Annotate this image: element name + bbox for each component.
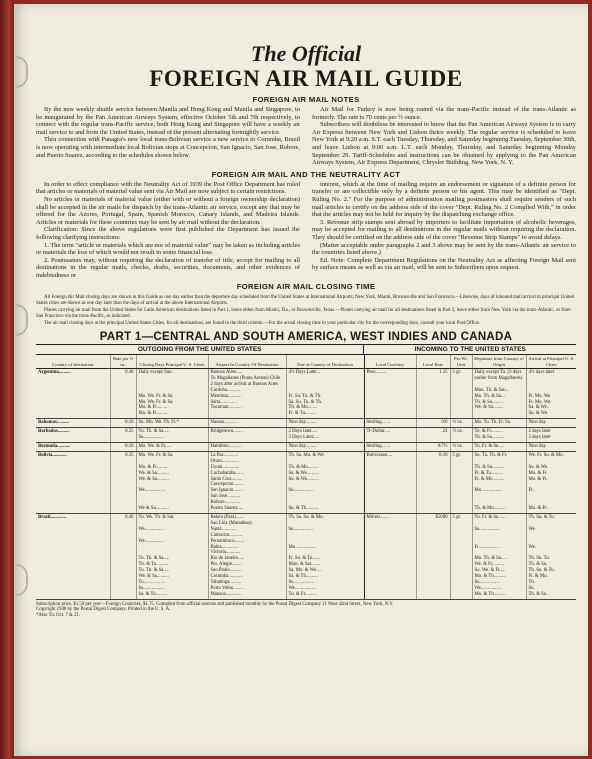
weight-unit-cell: ½ oz. xyxy=(450,443,472,452)
air-mail-schedule-table xyxy=(36,355,576,599)
part-title: PART 1—CENTRAL AND SOUTH AMERICA, WEST INDIES AND CANADA xyxy=(99,331,513,344)
rate-cell: 0.10 xyxy=(110,419,136,428)
weight-unit-cell: 5 gr. xyxy=(450,369,472,419)
binder-ring xyxy=(16,564,28,596)
closing-heading: FOREIGN AIR MAIL CLOSING TIME xyxy=(236,282,376,292)
departure-cell: Su. Tu. Th. & Fr. Th. & Su.......... Fr. & Tu.......... Fr. & Mo.......... Mo................. Th. & Mo.......... xyxy=(472,451,526,513)
paragraph: Subscribers will doubtless be interested to know that the Pan American Airways System is to carry Air Express between New York and Lisbon thrice weekly. The regular service is scheduled to leave New York at 9:20 a.m. S.T. each Tuesday, Thursday, and Saturday beginning Tuesday, September 30th, and leave Lisbon at 9:00 a.m. L.T. each Monday, Thursday, and Saturday beginning Monday September 29. Tariff-Schedules and instructions can be obtained by applying to the Pan American Airways System, Air Express Department, Chrysler Building, New York, N. Y. xyxy=(312,121,576,167)
column-header: Closing Days Principal U. S. Cities xyxy=(136,355,208,368)
local-rate-cell: 0/8 xyxy=(416,419,450,428)
weight-unit-cell: ½ oz. xyxy=(450,428,472,443)
binder-ring xyxy=(16,56,28,88)
paragraph: In order to effect compliance with the Neutrality Act of 1939 the Post Office Department has ruled that articles or materials of material value sent via Air Mail are now subject to certain restrictions. xyxy=(36,180,300,196)
currency-cell: Sterling....... xyxy=(364,443,416,452)
outgoing-heading: OUTGOING FROM THE UNITED STATES xyxy=(36,345,364,354)
arrival-cell: Th. Su. & Tu. We. We. Th. Su. Tu. Th. & Su. Th. Su. & Tu. Fr. & Mo. Th. Su. Th. & Su. xyxy=(526,513,576,599)
title-line-1: The Official xyxy=(250,41,362,66)
closing-days-cell: Mo. We. & Fr..... xyxy=(136,443,208,452)
local-rate-cell: $5000 xyxy=(416,513,450,599)
column-header: Local Currency xyxy=(364,355,416,368)
paragraph: Thru connection with Panagra's new local trans-Bolivian service a new service to Corumba, Brazil is now operating with intermediate local Bolivian stops at Concepcion, San Ignacio, San Jose, Robore, and Puerto Suarez, according to the schedules shown below. xyxy=(36,136,300,159)
paragraph: The air mail closing days at the principal United States Cities, for all destinations, are found in the third column.—For the actual closing time in your particular city for the corresponding days, consult your local Post Office. xyxy=(44,320,481,326)
currency-cell: Sterling....... xyxy=(364,419,416,428)
departure-cell: Mo. Tu. Th. Fr. Sa. xyxy=(472,419,526,428)
paragraph: Ed. Note: Complete Department Regulations on the Neutrality Act as affecting Foreign Mail sent by surface means as well as via air mail, will be sent to Subscribers upon request. xyxy=(312,256,576,272)
currency-cell: Tr-Dollar..... xyxy=(364,428,416,443)
neutrality-columns xyxy=(36,181,576,280)
table-row xyxy=(36,428,576,443)
due-cell: 2 Days later..... 3 Days Later..... xyxy=(286,428,364,443)
neutrality-right-column xyxy=(312,181,576,280)
closing-notes xyxy=(36,295,576,326)
departure-cell: Tu. Fr. & Su..... xyxy=(472,443,526,452)
page-content xyxy=(36,12,576,619)
column-header: Due at Country of Destination xyxy=(286,355,364,368)
page-footer xyxy=(36,602,576,619)
rate-cell: 0.10 xyxy=(110,443,136,452)
airport-cell: Buenos Aires..... To Magallanes (Punta Arenas) Chile 2 days after arrival at Buenos Aires Cordoba........... Mendoza........... Salta.............. Tucuman........... xyxy=(208,369,286,419)
paragraph: 2. Postmasters may, without requiring the declaration of transfer of title, accept for mailing to all destinations in the regular mails, checks, drafts, securities, documents, and other evidences of indebtedness or xyxy=(36,256,300,279)
local-rate-cell: .24 xyxy=(416,428,450,443)
weight-unit-cell: 5 gr. xyxy=(450,513,472,599)
notes-heading: FOREIGN AIR MAIL NOTES xyxy=(252,95,360,104)
closing-days-cell: Tu. Th. & Sa..... Su................. xyxy=(136,428,208,443)
notes-left-column xyxy=(36,106,300,167)
column-header: Per Wt. Unit xyxy=(450,355,472,368)
rate-cell: 0.25 xyxy=(110,428,136,443)
paragraph: 1. The term "article or materials which are nor of material value" may be taken as including articles or materials the loss of which would not result in some financial loss. xyxy=(36,241,300,257)
due-cell: Next day.......... xyxy=(286,419,364,428)
rate-cell: 0.40 xyxy=(110,369,136,419)
airport-cell: Belem (Para)....... Sao Luiz (Maranhao). Natal.............. Camocim........... Pernambuco........ Bahia.............. Victoria............ Rio de Janeiro..... Pto. Alegre........ Sao Paulo.......... Corumba............ Tabatinga.......... Porto Velho........ Manaos............. xyxy=(208,513,286,599)
table-row xyxy=(36,369,576,419)
weight-unit-cell: 5 gr. xyxy=(450,451,472,513)
currency-cell: Milreis........ xyxy=(364,513,416,599)
airport-cell: Nassau............ xyxy=(208,419,286,428)
rate-cell: 0.40 xyxy=(110,513,136,599)
column-header: Local Rate xyxy=(416,355,450,368)
airport-cell: Bridgetown........ xyxy=(208,428,286,443)
departure-cell: Daily except Tu. (3 days earlier from Magallanes) Mon. Th. & Sat... Mo. Th. & Sa.... Th. & Su......... We. & Sa......... xyxy=(472,369,526,419)
airport-cell: Hamilton........... xyxy=(208,443,286,452)
table-header-row xyxy=(36,355,576,368)
due-cell: Th. Sa. Mo. & We. Th. & Mo......... Sa. & We.......... Su. & We.......... Su................. Su. & Th.......... xyxy=(286,451,364,513)
closing-days-cell: Su. Mo. We. Th. Fr.* xyxy=(136,419,208,428)
local-rate-cell: 1.15 xyxy=(416,369,450,419)
neutrality-left-column xyxy=(36,181,300,280)
closing-days-cell: Daily except Sun. Mo. We. Fr. & Sa. Mo. We. Fr. & Sa. Mo. & Fr......... Mo. & Fr......... xyxy=(136,369,208,419)
arrival-cell: 4½ days later Fr. Mo. We. Fr. Mo. We. Sa. & We. Su. & We. xyxy=(526,369,576,419)
currency-cell: Peso......... xyxy=(364,369,416,419)
paragraph: Air Mail for Turkey is now being routed via the trans-Pacific instead of the trans-Atlantic as formerly. The rate is 70 cents per ½ ounce. xyxy=(312,106,576,121)
table-row xyxy=(36,513,576,599)
paragraph: By the new weekly shuttle service between Manila and Hong Kong and Manila and Singapore, to be inaugurated by the Pan American Airways System, effective October 5th and 7th respectively, to connect with the regular trans-Pacific service, both Hong Kong and Singapore will have a weekly air mail service to and from the United States, instead of the present alternating fortnightly service. xyxy=(36,106,300,136)
table-row xyxy=(36,451,576,513)
notes-right-column xyxy=(312,106,576,167)
arrival-cell: Next day xyxy=(526,443,576,452)
copyright-line: Copyright 1940 by the Postal Digest Company. Printed in the U. S. A. xyxy=(36,607,171,613)
binder-spine xyxy=(0,0,14,759)
country-cell: Bahamas.......... xyxy=(36,419,110,428)
paragraph: (Matter acceptable under paragraphs 2 and 3 above may be sent by the trans-Atlantic air service to the countries listed above.) xyxy=(312,241,576,257)
neutrality-heading: FOREIGN AIR MAIL AND THE NEUTRALITY ACT xyxy=(211,169,401,179)
due-cell: 4½ Days Later... Fr. Su. Tu. & Th. Sa. Su. Tu. & Th. Th. & Mo........ Fr. & Tu......... xyxy=(286,369,364,419)
weight-unit-cell: ½ oz. xyxy=(450,419,472,428)
arrival-cell: Next day xyxy=(526,419,576,428)
paragraph: Clarification: Since the above regulations were first published the Department has issued the following clarifying instructions: xyxy=(36,226,300,241)
closing-days-cell: Tu. We. Th. & Sat. We................ We................ Tu. Th. & Sa..... Th. & Tu.......... Tu. Th. & Sa..... We. & Sa.......... Tu.................. Sa.................. Sa. & Tu.......... xyxy=(136,513,208,599)
column-header: Airport In Country Of Destination xyxy=(208,355,286,368)
paragraph: interest, which at the time of mailing require an endorsement or signature of a definite person for transfer or are collectible only by a definite person or his agent. This may be identified as "Dept. Ruling No. 2." For the purpose of administration mailing postmasters shall require senders of such mail articles to certify on the address side of the cover "Dept. Ruling No. 2 Complied With," in order that the articles may not be held for inquiry by the dispatching exchange office. xyxy=(312,180,576,219)
rate-cell: 0.35 xyxy=(110,451,136,513)
footnote: *Also Tu. Oct. 7 & 21. xyxy=(36,613,80,619)
country-cell: Argentina.......... xyxy=(36,369,110,419)
column-header: Arrival at Principal U. S. Cities xyxy=(526,355,576,368)
country-cell: Brazil............. xyxy=(36,513,110,599)
column-header: Departure from Country of Origin xyxy=(472,355,526,368)
table-row xyxy=(36,419,576,428)
paragraph: Planes carrying air mail from the United States for Latin American destinations listed in Part 1, leave either from Miami, Fla., or Brownsville, Texas.—Planes carrying air mail for all destinations listed in Part 2, leave either from New York via the trans-Atlantic, or from San Francisco via the trans-Pacific, as indicated. xyxy=(36,308,571,319)
paragraph: 3. Revenue strip stamps sent abroad by importers to facilitate importation of alcoholic beverages, may be accepted for mailing to all destinations in the regular mails without requiring the declaration. They should be certified on the address side of the cover "Revenue Strip Stamps" to avoid delays. xyxy=(312,218,576,241)
country-cell: Bolivia............ xyxy=(36,451,110,513)
table-row xyxy=(36,443,576,452)
column-header: Rate per ½ oz. xyxy=(110,355,136,368)
currency-cell: Bolivianos.... xyxy=(364,451,416,513)
arrival-cell: 2 days later 3 days later xyxy=(526,428,576,443)
due-cell: Next day.......... xyxy=(286,443,364,452)
paragraph: All Foreign Air Mail closing days are shown in this Guide as one day earlier than the departure day scheduled from the United States at International Airports; New York, Miami, Brownsville and San Francisco.—Likewise, days of inbound mail arrival in principal United States cities are shown as one day later than the days of arrival at the above International Airports. xyxy=(36,295,574,307)
column-header: Country of destination xyxy=(36,355,110,368)
subscription-line: Subscription price, $1.50 per year—Foreign Countries, $1.75. Compiled from official sources and published monthly by the Postal Digest Company 11 West 42nd Street, New York, N.Y. xyxy=(36,601,394,607)
local-rate-cell: 0/7½ xyxy=(416,443,450,452)
departure-cell: To. & Fr.......... Th. & Sa.......... xyxy=(472,428,526,443)
country-cell: Bermuda........... xyxy=(36,443,110,452)
country-cell: Barbados.......... xyxy=(36,428,110,443)
guide-page xyxy=(14,4,588,756)
notes-columns xyxy=(36,106,576,167)
arrival-cell: We. Fr. Su. & Mo. Su. & We. Mo. & Fr. Mo. & Fr. Fr. Mo. & Fr. xyxy=(526,451,576,513)
due-cell: Th. Sa. Su. & Mo. Su................. Mo................. Fr. Su. & Tu...... Mon. & Sat........ Sa. Mo. & We..... Sa. & Th.......... Su................. We................. Tu. & Fr.......... xyxy=(286,513,364,599)
airport-cell: La Paz............ Oruro.............. Uyuni.............. Cochabamba....... Santa Cruz......... Concepcion........ San Ignacio........ San Jose........... Robore............. Puerto Suarez..... xyxy=(208,451,286,513)
local-rate-cell: 8.10 xyxy=(416,451,450,513)
paragraph: No articles or materials of material value (either with or without a foreign ownership declaration) shall be accepted in the air mails for dispatch by the trans-Atlantic air service, except any that may be offered for the Azores, Portugal, Spain, Spanish Morocco, Canary Islands, and Madeira Islands. Articles or materials for these countries may be sent by air mail without the declaration. xyxy=(36,195,300,226)
page-title: FOREIGN AIR MAIL GUIDE xyxy=(149,66,463,91)
binder-ring xyxy=(16,304,28,336)
closing-days-cell: Mo. We. Fr. & Sa. Mo. & Fr......... We. & Sa.......... We. & Sa.......... We................. We & Sa........... xyxy=(136,451,208,513)
table-group-headings xyxy=(36,344,576,355)
departure-cell: Tu. Fr. & Su...... Sa................. Fr................. Mo. Th. & Sa..... We. & Fr.......... So. We. & Fr..... Mo. & Th.......... Su................. We................. Mo. & Th.......... xyxy=(472,513,526,599)
incoming-heading: INCOMING TO THE UNITED STATES xyxy=(414,346,526,354)
